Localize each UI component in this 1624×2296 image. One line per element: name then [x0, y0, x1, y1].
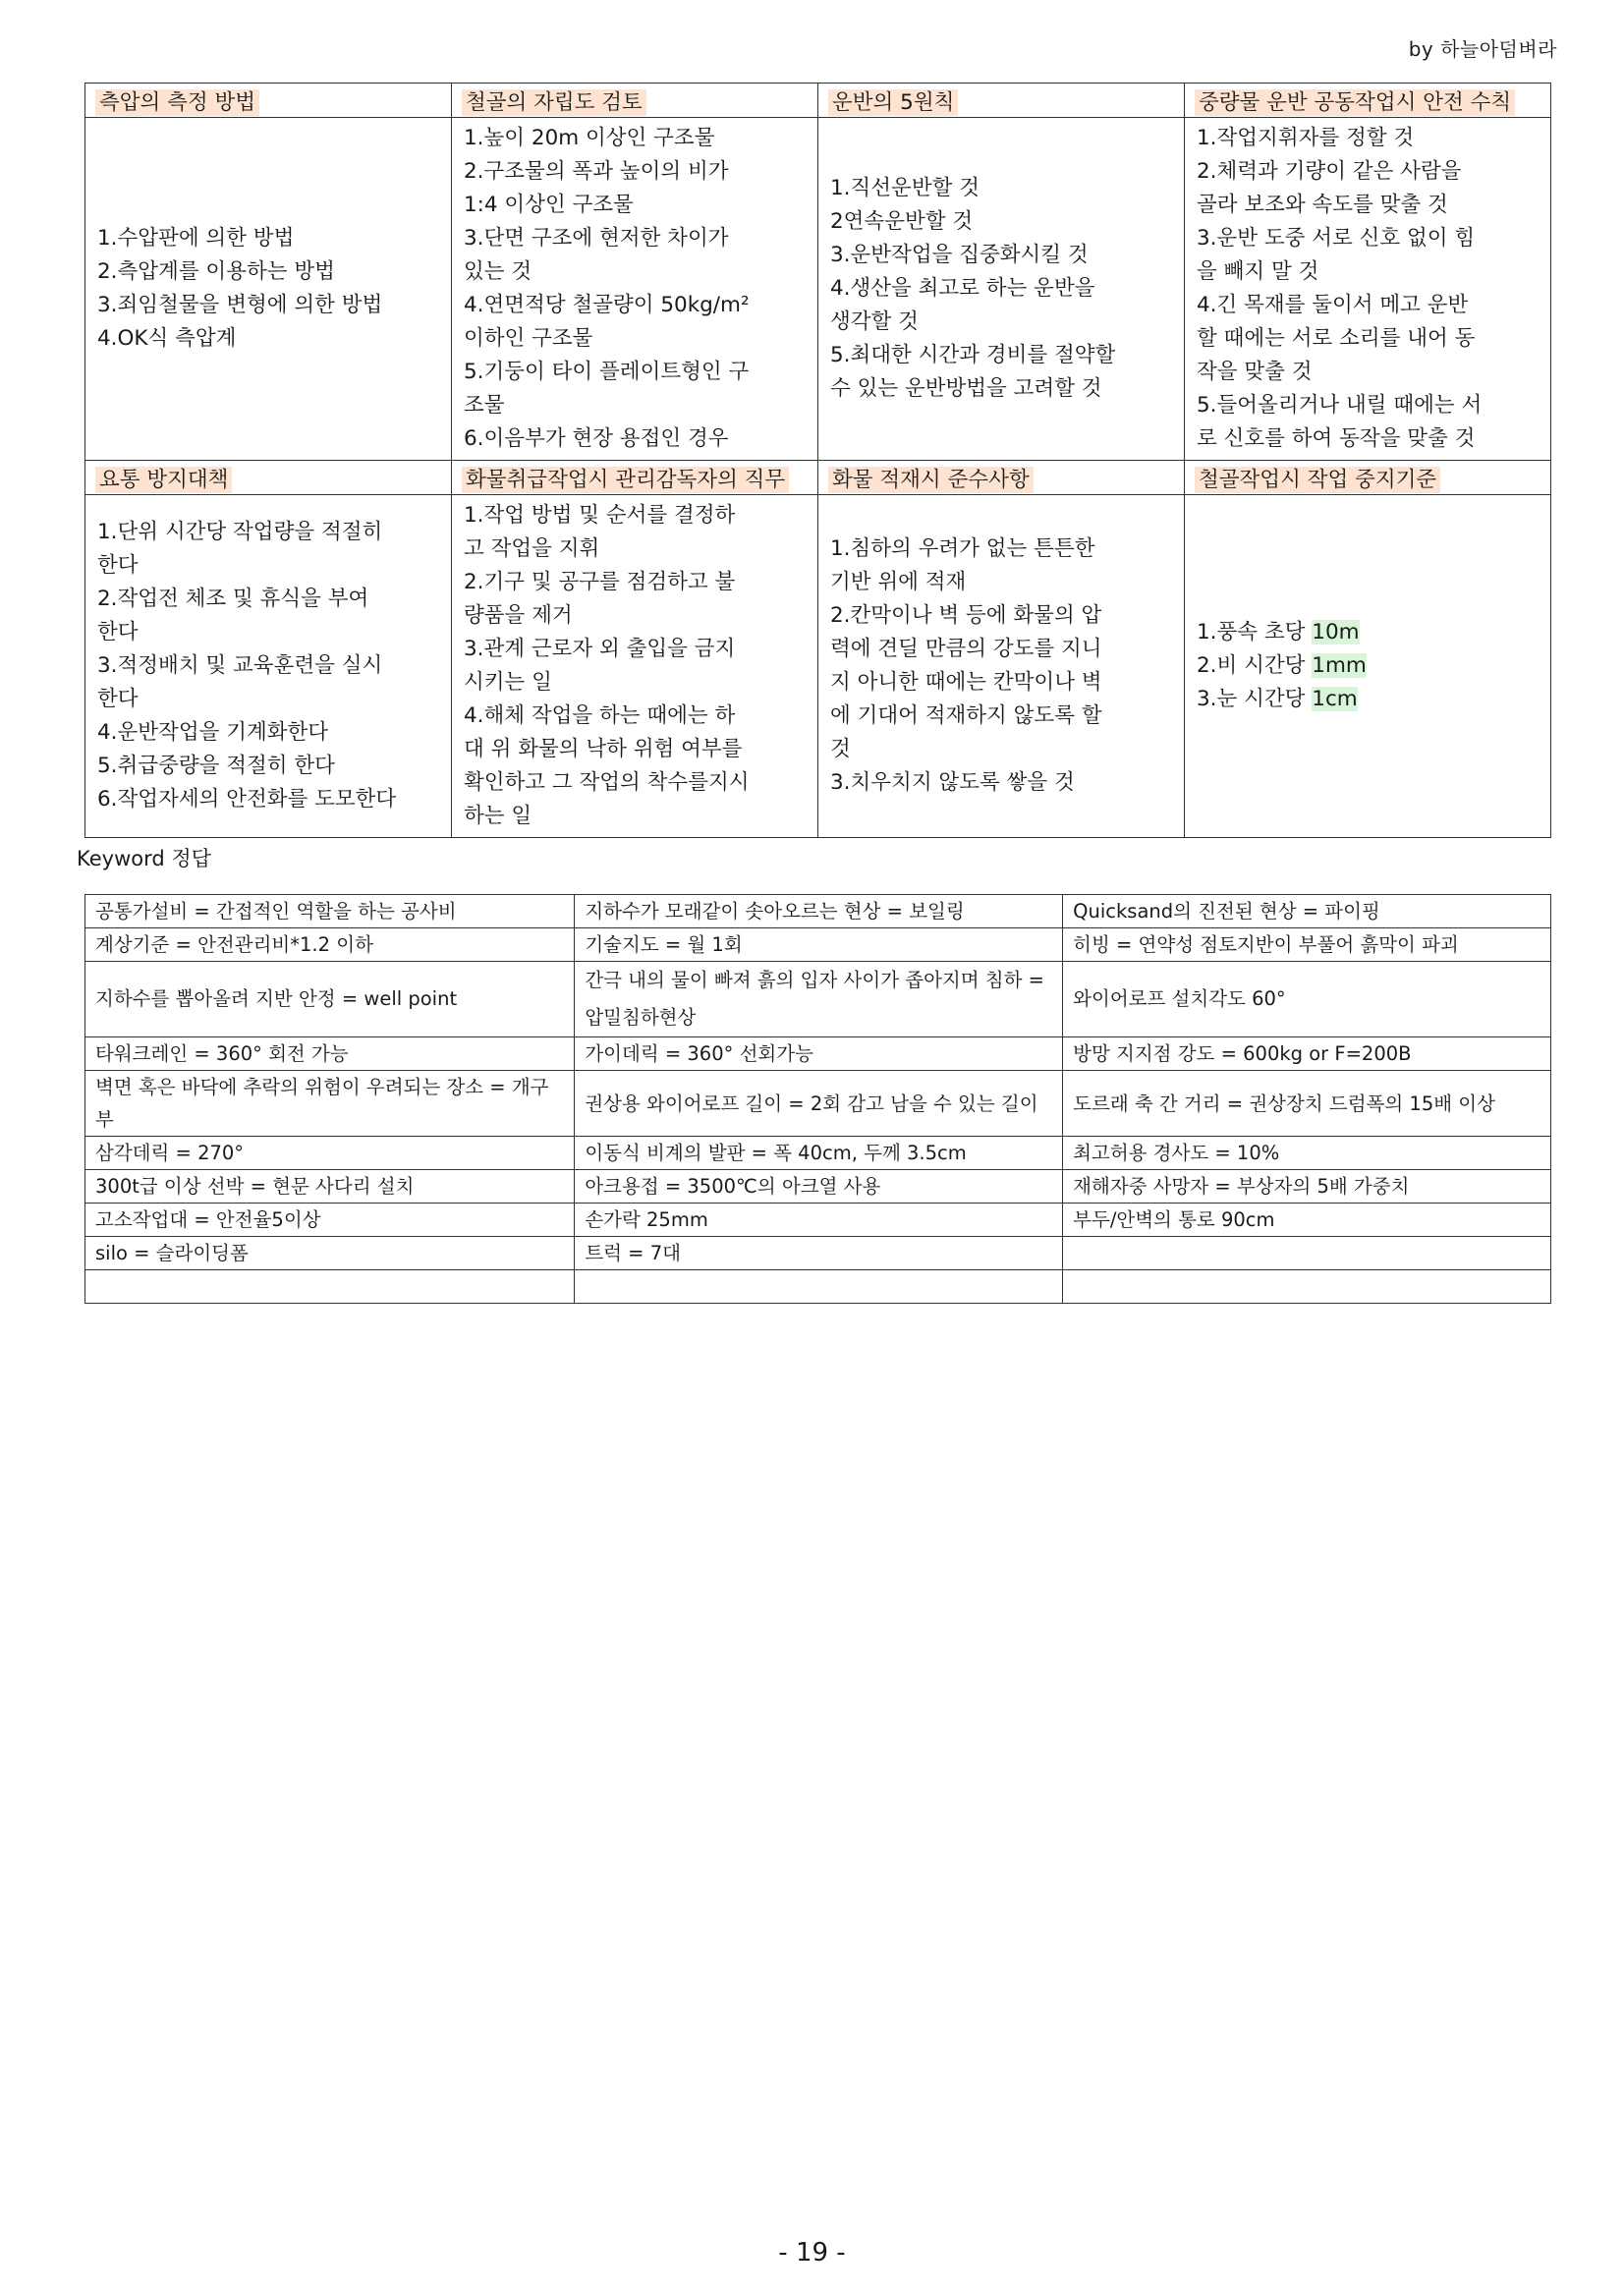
keyword-cell: silo = 슬라이딩폼	[85, 1237, 575, 1270]
cell-line: 기반 위에 적재	[830, 570, 967, 594]
cell-line: 한다	[97, 553, 139, 578]
cell-line: 3.운반 도중 서로 신호 없이 힘	[1197, 226, 1476, 251]
criterion-label: 3.눈 시간당	[1197, 687, 1313, 711]
header-cell: 운반의 5원칙	[818, 84, 1185, 118]
cell-line: 3.적정배치 및 교육훈련을 실시	[97, 653, 383, 678]
keyword-cell	[1063, 1237, 1551, 1270]
keyword-cell: 가이데릭 = 360° 선회가능	[575, 1037, 1063, 1071]
cell-line: 력에 견딜 만큼의 강도를 지니	[830, 637, 1102, 661]
criterion-value: 1mm	[1312, 653, 1367, 678]
cell-line: 5.취급중량을 적절히 한다	[97, 754, 335, 778]
keyword-answer-table	[84, 894, 1551, 1304]
body-row-1	[85, 118, 1551, 461]
keyword-cell: 지하수를 뽑아올려 지반 안정 = well point	[85, 962, 575, 1037]
keyword-cell: 이동식 비계의 발판 = 폭 40cm, 두께 3.5cm	[575, 1137, 1063, 1170]
header-cell: 화물 적재시 준수사항	[818, 461, 1185, 495]
cell-line: 4.생산을 최고로 하는 운반을	[830, 276, 1095, 301]
cell-line: 3.죄임철물을 변형에 의한 방법	[97, 293, 383, 317]
header-row-1	[85, 84, 1551, 118]
criterion-value: 1cm	[1312, 687, 1358, 711]
cell-line: 1.직선운반할 것	[830, 176, 980, 200]
cell-line: 골라 보조와 속도를 맞출 것	[1197, 193, 1448, 217]
body-cell	[1185, 118, 1551, 461]
cell-line: 생각할 것	[830, 309, 919, 334]
cell-line: 2연속운반할 것	[830, 209, 974, 234]
keyword-row	[85, 1037, 1551, 1071]
cell-line: 6.작업자세의 안전화를 도모한다	[97, 787, 397, 812]
keyword-cell	[575, 1270, 1063, 1304]
cell-line: 하는 일	[464, 804, 532, 828]
cell-line: 1.높이 20m 이상인 구조물	[464, 126, 715, 150]
keyword-cell: 최고허용 경사도 = 10%	[1063, 1137, 1551, 1170]
cell-line: 3.치우치지 않도록 쌓을 것	[830, 770, 1075, 795]
keyword-cell: 방망 지지점 강도 = 600kg or F=200B	[1063, 1037, 1551, 1071]
cell-line: 1.단위 시간당 작업량을 적절히	[97, 520, 383, 544]
keyword-row	[85, 895, 1551, 928]
keyword-row	[85, 1137, 1551, 1170]
header-cell: 화물취급작업시 관리감독자의 직무	[452, 461, 818, 495]
cell-line: 2.작업전 체조 및 휴식을 부여	[97, 587, 369, 611]
body-cell	[85, 495, 452, 838]
cell-line: 고 작업을 지휘	[464, 536, 600, 561]
keyword-cell: 삼각데릭 = 270°	[85, 1137, 575, 1170]
keyword-row	[85, 1170, 1551, 1204]
cell-line: 작을 맞출 것	[1197, 360, 1313, 384]
body-cell	[818, 495, 1185, 838]
cell-line: 6.이음부가 현장 용접인 경우	[464, 426, 729, 451]
criterion-label: 1.풍속 초당	[1197, 620, 1313, 644]
cell-line: 2.칸막이나 벽 등에 화물의 압	[830, 603, 1102, 628]
cell-line: 대 위 화물의 낙하 위험 여부를	[464, 737, 743, 761]
cell-line: 2.측압계를 이용하는 방법	[97, 259, 335, 284]
body-cell	[452, 495, 818, 838]
cell-line: 량품을 제거	[464, 603, 573, 628]
keyword-cell: 간극 내의 물이 빠져 흙의 입자 사이가 좁아지며 침하 = 압밀침하현상	[575, 962, 1063, 1037]
keyword-cell: 공통가설비 = 간접적인 역할을 하는 공사비	[85, 895, 575, 928]
keyword-cell: 와이어로프 설치각도 60°	[1063, 962, 1551, 1037]
stop-criterion-item	[1197, 649, 1539, 683]
page-number: - 19 -	[778, 2238, 846, 2268]
cell-line: 1.작업지휘자를 정할 것	[1197, 126, 1415, 150]
cell-line: 이하인 구조물	[464, 326, 593, 351]
stop-criterion-item	[1197, 683, 1539, 716]
keyword-cell: 계상기준 = 안전관리비*1.2 이하	[85, 928, 575, 962]
criterion-label: 2.비 시간당	[1197, 653, 1313, 678]
header-cell: 철골작업시 작업 중지기준	[1185, 461, 1551, 495]
header-cell: 철골의 자립도 검토	[452, 84, 818, 118]
cell-line: 1.침하의 우려가 없는 튼튼한	[830, 536, 1095, 561]
keyword-cell: 아크용접 = 3500℃의 아크열 사용	[575, 1170, 1063, 1204]
cell-line: 5.들어올리거나 내릴 때에는 서	[1197, 393, 1483, 418]
keyword-cell: 손가락 25mm	[575, 1204, 1063, 1237]
cell-line: 3.단면 구조에 현저한 차이가	[464, 226, 729, 251]
keyword-cell: 벽면 혹은 바닥에 추락의 위험이 우려되는 장소 = 개구부	[85, 1071, 575, 1137]
keyword-cell	[85, 1270, 575, 1304]
keyword-cell: 부두/안벽의 통로 90cm	[1063, 1204, 1551, 1237]
cell-line: 1.작업 방법 및 순서를 결정하	[464, 503, 736, 528]
cell-line: 것	[830, 737, 851, 761]
cell-line: 2.체력과 기량이 같은 사람을	[1197, 159, 1462, 184]
body-cell	[1185, 495, 1551, 838]
keyword-row	[85, 928, 1551, 962]
body-cell	[85, 118, 452, 461]
cell-line: 수 있는 운반방법을 고려할 것	[830, 376, 1102, 401]
keyword-cell: 도르래 축 간 거리 = 권상장치 드럼폭의 15배 이상	[1063, 1071, 1551, 1137]
cell-line: 4.운반작업을 기계화한다	[97, 720, 329, 745]
cell-line: 지 아니한 때에는 칸막이나 벽	[830, 670, 1102, 695]
cell-line: 한다	[97, 620, 139, 644]
cell-line: 4.연면적당 철골량이 50kg/m²	[464, 293, 750, 317]
keyword-cell: 재해자중 사망자 = 부상자의 5배 가중치	[1063, 1170, 1551, 1204]
cell-line: 1:4 이상인 구조물	[464, 193, 634, 217]
criterion-value: 10m	[1312, 620, 1360, 644]
keyword-row	[85, 1270, 1551, 1304]
keyword-cell: 지하수가 모래같이 솟아오르는 현상 = 보일링	[575, 895, 1063, 928]
keyword-cell: 권상용 와이어로프 길이 = 2회 감고 남을 수 있는 길이	[575, 1071, 1063, 1137]
body-cell	[452, 118, 818, 461]
keyword-cell: 히빙 = 연약성 점토지반이 부풀어 흙막이 파괴	[1063, 928, 1551, 962]
stop-criterion-item	[1197, 616, 1539, 649]
cell-line: 1.수압판에 의한 방법	[97, 226, 295, 251]
cell-line: 4.OK식 측압계	[97, 326, 237, 351]
cell-line: 2.구조물의 폭과 높이의 비가	[464, 159, 729, 184]
keyword-cell: 기술지도 = 월 1회	[575, 928, 1063, 962]
body-cell	[818, 118, 1185, 461]
cell-line: 에 기대어 적재하지 않도록 할	[830, 703, 1102, 728]
cell-line: 조물	[464, 393, 505, 418]
keyword-row	[85, 962, 1551, 1037]
keyword-cell	[1063, 1270, 1551, 1304]
cell-line: 확인하고 그 작업의 착수를지시	[464, 770, 750, 795]
safety-summary-table	[84, 83, 1551, 838]
author-credit: by 하늘아덤벼라	[1408, 37, 1557, 61]
keyword-cell: 트럭 = 7대	[575, 1237, 1063, 1270]
cell-line: 5.기둥이 타이 플레이트형인 구	[464, 360, 750, 384]
keyword-section-title: Keyword 정답	[77, 847, 211, 870]
keyword-cell: 타워크레인 = 360° 회전 가능	[85, 1037, 575, 1071]
cell-line: 3.관계 근로자 외 출입을 금지	[464, 637, 736, 661]
header-cell: 요통 방지대책	[85, 461, 452, 495]
keyword-row	[85, 1204, 1551, 1237]
cell-line: 로 신호를 하여 동작을 맞출 것	[1197, 426, 1476, 451]
cell-line: 있는 것	[464, 259, 532, 284]
cell-line: 한다	[97, 687, 139, 711]
keyword-row	[85, 1237, 1551, 1270]
header-row-2	[85, 461, 1551, 495]
cell-line: 4.긴 목재를 둘이서 메고 운반	[1197, 293, 1469, 317]
keyword-row	[85, 1071, 1551, 1137]
header-cell: 측압의 측정 방법	[85, 84, 452, 118]
cell-line: 시키는 일	[464, 670, 552, 695]
cell-line: 2.기구 및 공구를 점검하고 불	[464, 570, 736, 594]
keyword-cell: Quicksand의 진전된 현상 = 파이핑	[1063, 895, 1551, 928]
keyword-cell: 300t급 이상 선박 = 현문 사다리 설치	[85, 1170, 575, 1204]
cell-line: 을 빼지 말 것	[1197, 259, 1319, 284]
cell-line: 3.운반작업을 집중화시킬 것	[830, 243, 1089, 267]
cell-line: 4.해체 작업을 하는 때에는 하	[464, 703, 736, 728]
keyword-cell: 고소작업대 = 안전율5이상	[85, 1204, 575, 1237]
header-cell: 중량물 운반 공동작업시 안전 수칙	[1185, 84, 1551, 118]
cell-line: 할 때에는 서로 소리를 내어 동	[1197, 326, 1476, 351]
cell-line: 5.최대한 시간과 경비를 절약할	[830, 343, 1116, 367]
body-row-2	[85, 495, 1551, 838]
